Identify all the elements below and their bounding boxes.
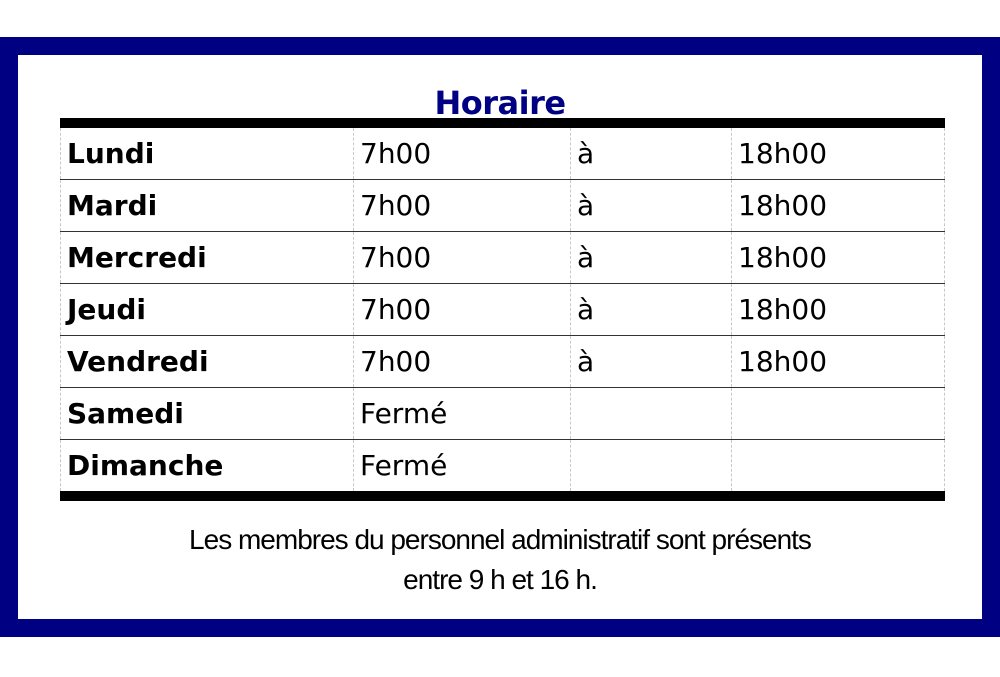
note-line-2: entre 9 h et 16 h. (403, 564, 597, 595)
close-time-cell (732, 388, 945, 440)
close-time-cell: 18h00 (732, 232, 945, 284)
table-row (61, 284, 945, 336)
day-cell: Mardi (61, 180, 354, 232)
separator-cell: à (571, 232, 732, 284)
table-row (61, 123, 945, 180)
day-cell: Mercredi (61, 232, 354, 284)
staff-hours-note (18, 520, 982, 600)
separator-cell: à (571, 123, 732, 180)
schedule-table (60, 118, 945, 501)
separator-cell: à (571, 180, 732, 232)
table-row (61, 388, 945, 440)
open-time-cell: 7h00 (354, 336, 571, 388)
table-row (61, 336, 945, 388)
day-cell: Vendredi (61, 336, 354, 388)
close-time-cell: 18h00 (732, 336, 945, 388)
open-time-cell: 7h00 (354, 180, 571, 232)
separator-cell (571, 388, 732, 440)
day-cell: Dimanche (61, 440, 354, 497)
schedule-panel (18, 55, 982, 619)
note-line-1: Les membres du personnel administratif sont présents (189, 524, 811, 555)
open-time-cell: 7h00 (354, 232, 571, 284)
day-cell: Samedi (61, 388, 354, 440)
page-title: Horaire (434, 84, 566, 122)
schedule-frame (0, 37, 1000, 637)
close-time-cell: 18h00 (732, 284, 945, 336)
table-row (61, 232, 945, 284)
close-time-cell (732, 440, 945, 497)
open-time-cell: 7h00 (354, 123, 571, 180)
separator-cell (571, 440, 732, 497)
day-cell: Jeudi (61, 284, 354, 336)
separator-cell: à (571, 336, 732, 388)
close-time-cell: 18h00 (732, 123, 945, 180)
open-time-cell: Fermé (354, 440, 571, 497)
open-time-cell: 7h00 (354, 284, 571, 336)
table-row (61, 440, 945, 497)
day-cell: Lundi (61, 123, 354, 180)
close-time-cell: 18h00 (732, 180, 945, 232)
table-row (61, 180, 945, 232)
open-time-cell: Fermé (354, 388, 571, 440)
separator-cell: à (571, 284, 732, 336)
